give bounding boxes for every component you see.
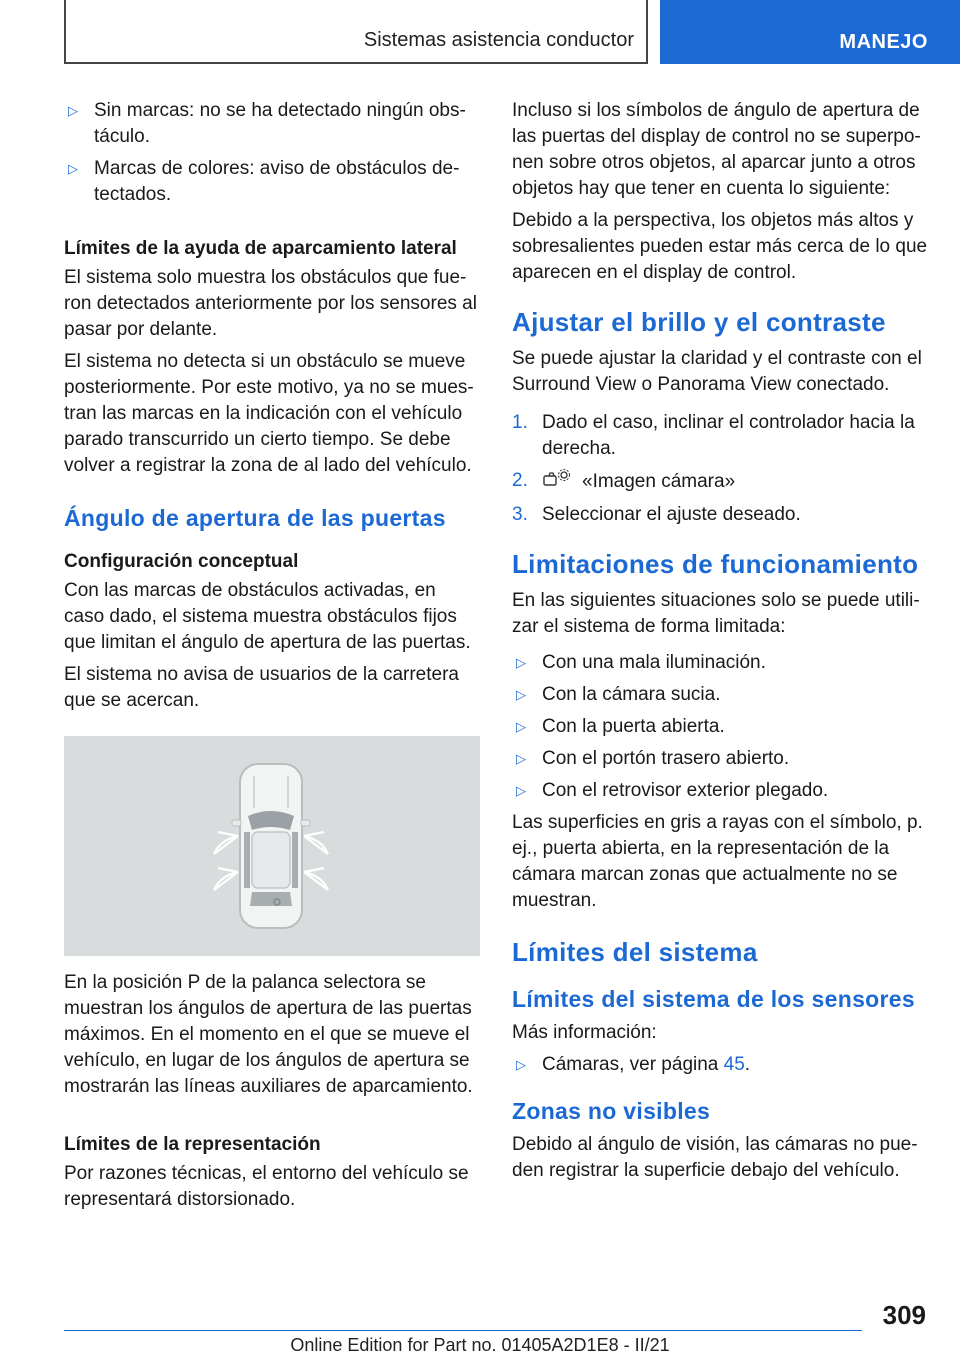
brightness-paragraph: Se puede ajustar la claridad y el contraste con el Surround View o Panorama View conectado. <box>512 348 922 395</box>
list-item: ▷ Cámaras, ver página 45. <box>512 1052 932 1078</box>
sensor-limits-heading: Límites del sistema de los sensores <box>512 986 915 1012</box>
bullet-triangle-icon: ▷ <box>68 161 78 176</box>
door-angle-figure <box>64 736 480 956</box>
concept-config-subheading: Configuración conceptual <box>64 551 299 572</box>
list-item: ▷ Marcas de colores: aviso de obstáculos detectados. <box>68 158 460 205</box>
footer-rule <box>64 1330 862 1331</box>
bullet-triangle-icon: ▷ <box>516 655 526 670</box>
list-item: ▷ Con la cámara sucia. <box>512 682 932 708</box>
list-item: ▷ Con el portón trasero abierto. <box>512 746 932 772</box>
step-item: 3. Seleccionar el ajuste deseado. <box>512 504 801 525</box>
header-chapter-tab <box>660 0 960 64</box>
brightness-heading: Ajustar el brillo y el contraste <box>512 307 886 337</box>
page-reference-link[interactable]: 45 <box>723 1054 745 1075</box>
door-angle-paragraph-3: En la posición P de la palanca selectora se muestran los ángulos de apertura de las puertas máximos. En el momento en el que se mueve el vehículo, en lugar de los ángulos de apertura se mostrarán las líneas auxiliares de aparcamiento. <box>64 972 473 1097</box>
list-item: ▷ Sin marcas: no se ha detectado ningún obstáculo. <box>68 100 466 147</box>
header-chapter-title: MANEJO <box>839 31 928 53</box>
camera-gear-icon <box>542 468 572 496</box>
invisible-zones-paragraph: Debido al ángulo de visión, las cámaras no pueden registrar la superficie debajo del vehículo. <box>512 1134 918 1181</box>
bullet-triangle-icon: ▷ <box>516 687 526 702</box>
page-number: 309 <box>882 1300 926 1330</box>
door-angle-heading: Ángulo de apertura de las puertas <box>64 505 446 531</box>
footer-edition: Online Edition for Part no. 01405A2D1E8 - II/21 <box>290 1335 670 1355</box>
lateral-limits-paragraph-2: El sistema no detecta si un obstáculo se mueve posteriormente. Por este motivo, ya no se muestran las marcas en la indicación con el vehículo parado transcurrido un cierto tiempo. Se debe volver a registrar la zona de al lado del vehículo. <box>64 351 474 476</box>
bullet-triangle-icon: ▷ <box>68 103 78 118</box>
header-section-title: Sistemas asistencia conductor <box>363 29 634 51</box>
bullet-triangle-icon: ▷ <box>516 1057 526 1072</box>
left-column <box>64 98 480 1219</box>
header-section-box <box>64 0 648 64</box>
list-item: ▷ Con una mala iluminación. <box>512 650 932 676</box>
lateral-limits-paragraph-1: El sistema solo muestra los obstáculos que fueron detectados anteriormente por los sensores al pasar por delante. <box>64 267 477 340</box>
list-item: ▷ Con el retrovisor exterior plegado. <box>512 778 932 804</box>
car-top-view-illustration <box>64 736 480 956</box>
intro-paragraph-1: Incluso si los símbolos de ángulo de apertura de las puertas del display de control no se superponen sobre otros objetos, al aparcar junto a otros objetos hay que tener en cuenta lo siguiente: <box>512 100 921 199</box>
list-item: ▷ Con la puerta abierta. <box>512 714 932 740</box>
step-item: 2. «Imagen cámara» <box>512 468 932 496</box>
right-column <box>512 98 932 1190</box>
limitations-paragraph-1: En las siguientes situaciones solo se puede utilizar el sistema de forma limitada: <box>512 590 920 637</box>
step-item: 1. Dado el caso, inclinar el controlador hacia la derecha. <box>512 412 915 459</box>
more-info-text: Más información: <box>512 1022 657 1043</box>
door-angle-paragraph-2: El sistema no avisa de usuarios de la carretera que se acercan. <box>64 664 459 711</box>
system-limits-heading: Límites del sistema <box>512 937 758 967</box>
bullet-triangle-icon: ▷ <box>516 783 526 798</box>
limitations-paragraph-2: Las superficies en gris a rayas con el símbolo, p. ej., puerta abierta, en la representación de la cámara marcan zonas que actualmente no se muestran. <box>512 812 923 911</box>
representation-limits-paragraph: Por razones técnicas, el entorno del vehículo se representará distorsionado. <box>64 1163 469 1210</box>
limitations-heading: Limitaciones de funcionamiento <box>512 549 919 579</box>
door-angle-paragraph-1: Con las marcas de obstáculos activadas, en caso dado, el sistema muestra obstáculos fijos que limitan el ángulo de apertura de las puertas. <box>64 580 471 653</box>
invisible-zones-heading: Zonas no visibles <box>512 1098 711 1124</box>
bullet-triangle-icon: ▷ <box>516 751 526 766</box>
representation-limits-heading: Límites de la representación <box>64 1134 321 1155</box>
bullet-triangle-icon: ▷ <box>516 719 526 734</box>
intro-paragraph-2: Debido a la perspectiva, los objetos más altos y sobresalientes pueden estar más cerca de lo que aparecen en el display de control. <box>512 210 928 283</box>
lateral-limits-heading: Límites de la ayuda de aparcamiento lateral <box>64 238 457 259</box>
